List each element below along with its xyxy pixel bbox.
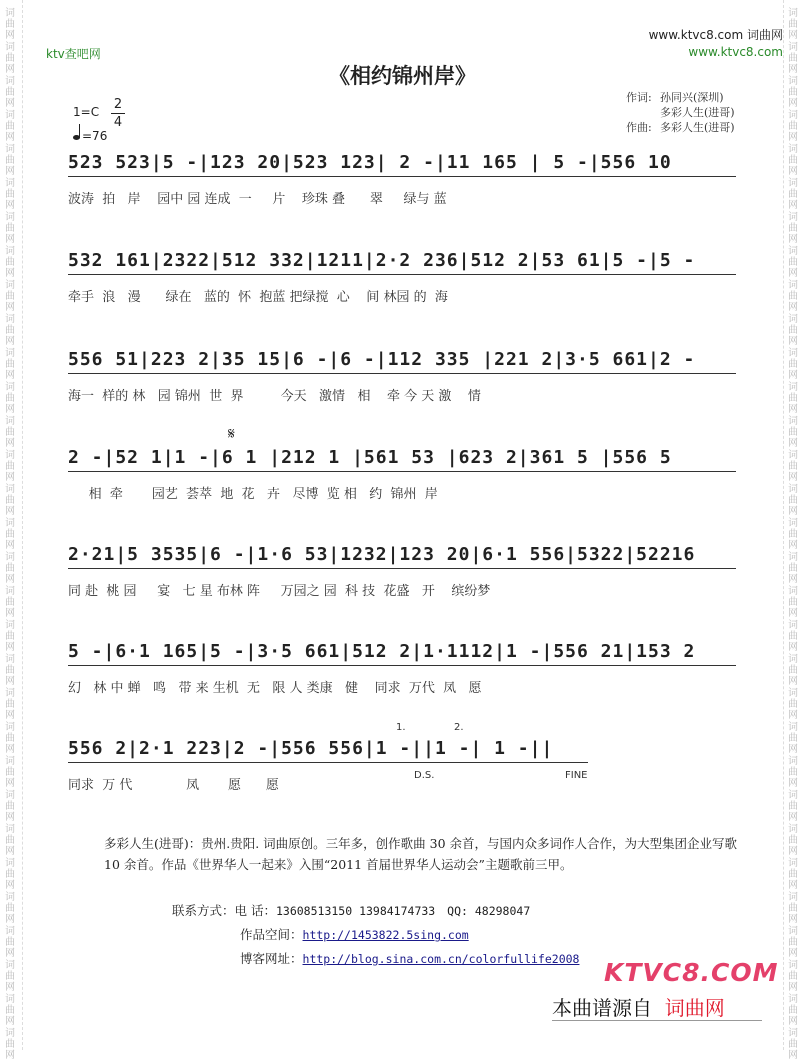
notation-row	[68, 738, 736, 768]
space-label: 作品空间：	[240, 927, 303, 942]
composer-name: 多彩人生(进哥)	[660, 121, 735, 134]
lyric-row: 海一 样的 林 园 锦州 世 界 今天 激情 相 牵 今 天 激 情	[68, 389, 481, 404]
margin-watermark: 词曲网	[788, 756, 798, 789]
notation-row	[68, 544, 736, 574]
margin-watermark: 词曲网	[5, 994, 15, 1027]
margin-watermark: 词曲网	[788, 382, 798, 415]
margin-watermark: 词曲网	[788, 620, 798, 653]
blog-link[interactable]: http://blog.sina.com.cn/colorfullife2008	[302, 952, 580, 966]
margin-watermark: 词曲网	[788, 790, 798, 823]
margin-watermark: 词曲网	[5, 518, 15, 551]
staff-line-1	[68, 152, 736, 207]
staff-line-7	[68, 738, 736, 793]
margin-watermark: 词曲网	[788, 654, 798, 687]
margin-watermark: 词曲网	[5, 1028, 15, 1061]
notation-row	[68, 152, 736, 182]
staff-line-6	[68, 641, 736, 696]
lyric-row: 牵手 浪 漫 绿在 蓝的 怀 抱蓝 把绿搅 心 间 林园 的 海	[68, 290, 448, 305]
margin-watermark: 词曲网	[788, 586, 798, 619]
segno-icon: 𝄋	[228, 424, 235, 443]
source-credit	[552, 992, 725, 1021]
margin-watermark: 词曲网	[5, 552, 15, 585]
right-watermark-column	[787, 0, 801, 1061]
margin-watermark: 词曲网	[5, 42, 15, 75]
contact-phones: 13608513150 13984174733	[275, 904, 436, 918]
margin-watermark: 词曲网	[5, 688, 15, 721]
margin-watermark: 词曲网	[788, 552, 798, 585]
lyricist-name-2: 多彩人生(进哥)	[660, 106, 735, 119]
notation-text: 2 -|52 1|1 -|6 1 |212 1 |561 53 |623 2|361 5 |556 5	[68, 447, 672, 468]
site-url-top[interactable]: www.ktvc8.com 词曲网	[648, 28, 783, 42]
margin-watermark: 词曲网	[5, 756, 15, 789]
notation-text: 523 523|5 -|123 20|523 123| 2 -|11 165 | 5 -|556 10	[68, 152, 672, 173]
lyricist-label: 作词:	[626, 91, 652, 104]
lyricist-name-1: 孙同兴(深圳)	[660, 91, 724, 104]
lyric-row: 幻 林 中 蝉 鸣 带 来 生机 无 限 人 类康 健 同求 万代 凤 愿	[68, 681, 482, 696]
fine-mark: FINE	[565, 770, 588, 781]
volta-1-label: 1.	[396, 722, 406, 733]
margin-watermark: 词曲网	[5, 892, 15, 925]
margin-watermark: 词曲网	[5, 110, 15, 143]
margin-watermark: 词曲网	[788, 314, 798, 347]
margin-watermark: 词曲网	[788, 76, 798, 109]
margin-watermark: 词曲网	[788, 416, 798, 449]
margin-watermark: 词曲网	[5, 824, 15, 857]
margin-watermark: 词曲网	[788, 212, 798, 245]
margin-watermark: 词曲网	[788, 280, 798, 313]
left-border-line	[22, 0, 23, 1050]
contact-phone-label: 联系方式：电 话：	[172, 903, 276, 918]
notation-text: 5 -|6·1 165|5 -|3·5 661|512 2|1·1112|1 -|556 21|153 2	[68, 641, 696, 662]
margin-watermark: 词曲网	[788, 348, 798, 381]
margin-watermark: 词曲网	[5, 484, 15, 517]
notation-text: 532 161|2322|512 332|1211|2·2 236|512 2|53 61|5 -|5 -	[68, 250, 696, 271]
margin-watermark: 词曲网	[788, 994, 798, 1027]
song-title: 《相约锦州岸》	[329, 63, 476, 88]
margin-watermark: 词曲网	[788, 722, 798, 755]
margin-watermark: 词曲网	[788, 8, 798, 41]
song-credits	[626, 90, 735, 135]
margin-watermark: 词曲网	[788, 42, 798, 75]
site-logo: KTVC8.COM	[604, 958, 779, 987]
margin-watermark: 词曲网	[5, 722, 15, 755]
margin-watermark: 词曲网	[788, 926, 798, 959]
margin-watermark: 词曲网	[5, 178, 15, 211]
margin-watermark: 词曲网	[788, 518, 798, 551]
margin-watermark: 词曲网	[5, 212, 15, 245]
margin-watermark: 词曲网	[5, 246, 15, 279]
margin-watermark: 词曲网	[788, 1028, 798, 1061]
lyric-row: 波涛 拍 岸 园中 园 连成 一 片 珍珠 叠 翠 绿与 蓝	[68, 192, 447, 207]
blog-label: 博客网址：	[240, 951, 303, 966]
site-name-right	[649, 27, 783, 61]
contact-info	[172, 899, 579, 971]
ds-mark: D.S.	[414, 770, 435, 781]
left-watermark-column	[4, 0, 18, 1061]
site-name-left: ktv查吧网	[46, 47, 101, 61]
margin-watermark: 词曲网	[5, 416, 15, 449]
notation-row	[68, 250, 736, 280]
composer-bio: 多彩人生(进哥)：贵州.贵阳. 词曲原创。三年多，创作歌曲 30 余首，与国内众多词作人合作，为大型集团企业写歌 10 余首。作品《世界华人一起来》入围“2011 首届世界华人运动会”主题歌前三甲。	[104, 836, 738, 872]
margin-watermark: 词曲网	[5, 314, 15, 347]
contact-qq: QQ: 48298047	[447, 904, 531, 918]
margin-watermark: 词曲网	[5, 280, 15, 313]
margin-watermark: 词曲网	[5, 620, 15, 653]
key-label: 1=C	[73, 105, 100, 119]
staff-line-5	[68, 544, 736, 599]
margin-watermark: 词曲网	[5, 654, 15, 687]
source-site[interactable]: 词曲网	[664, 996, 725, 1020]
margin-watermark: 词曲网	[788, 892, 798, 925]
margin-watermark: 词曲网	[788, 824, 798, 857]
composer-label: 作曲:	[626, 121, 652, 134]
margin-watermark: 词曲网	[5, 586, 15, 619]
time-bottom: 4	[113, 115, 123, 130]
source-prefix: 本曲谱源自	[552, 996, 652, 1020]
margin-watermark: 词曲网	[788, 858, 798, 891]
margin-watermark: 词曲网	[5, 960, 15, 993]
margin-watermark: 词曲网	[5, 858, 15, 891]
margin-watermark: 词曲网	[5, 450, 15, 483]
tempo-value: =76	[82, 129, 108, 143]
lyric-row: 同 赴 桃 园 宴 七 星 布林 阵 万园之 园 科 技 花盛 开 缤纷梦	[68, 584, 491, 599]
notation-text: 556 2|2·1 223|2 -|556 556|1 -||1 -| 1 -||	[68, 738, 554, 759]
lyric-row: 相 牵 园艺 荟萃 地 花 卉 尽博 览 相 约 锦州 岸	[68, 487, 438, 502]
space-link[interactable]: http://1453822.5sing.com	[302, 928, 469, 942]
site-url-second[interactable]: www.ktvc8.com	[688, 45, 783, 59]
notation-row	[68, 447, 736, 477]
margin-watermark: 词曲网	[5, 348, 15, 381]
time-top: 2	[113, 97, 123, 112]
margin-watermark: 词曲网	[788, 450, 798, 483]
footer-divider	[552, 1020, 762, 1021]
margin-watermark: 词曲网	[788, 960, 798, 993]
margin-watermark: 词曲网	[788, 688, 798, 721]
margin-watermark: 词曲网	[788, 178, 798, 211]
margin-watermark: 词曲网	[5, 926, 15, 959]
staff-line-4	[68, 447, 736, 502]
margin-watermark: 词曲网	[788, 144, 798, 177]
notation-text: 2·21|5 3535|6 -|1·6 53|1232|123 20|6·1 556|5322|52216	[68, 544, 696, 565]
margin-watermark: 词曲网	[788, 484, 798, 517]
margin-watermark: 词曲网	[788, 246, 798, 279]
tempo-marking	[73, 129, 107, 143]
volta-2-label: 2.	[454, 722, 464, 733]
staff-line-2	[68, 250, 736, 305]
time-signature	[111, 97, 125, 130]
quarter-note-icon	[73, 135, 80, 140]
margin-watermark: 词曲网	[5, 382, 15, 415]
right-border-line	[783, 0, 784, 1050]
margin-watermark: 词曲网	[5, 76, 15, 109]
staff-line-3	[68, 349, 736, 404]
notation-row	[68, 641, 736, 671]
margin-watermark: 词曲网	[5, 144, 15, 177]
lyric-row: 同求 万 代 凤 愿 愿	[68, 778, 279, 793]
margin-watermark: 词曲网	[5, 790, 15, 823]
notation-text: 556 51|223 2|35 15|6 -|6 -|112 335 |221 2|3·5 661|2 -	[68, 349, 696, 370]
margin-watermark: 词曲网	[5, 8, 15, 41]
notation-row	[68, 349, 736, 379]
margin-watermark: 词曲网	[788, 110, 798, 143]
